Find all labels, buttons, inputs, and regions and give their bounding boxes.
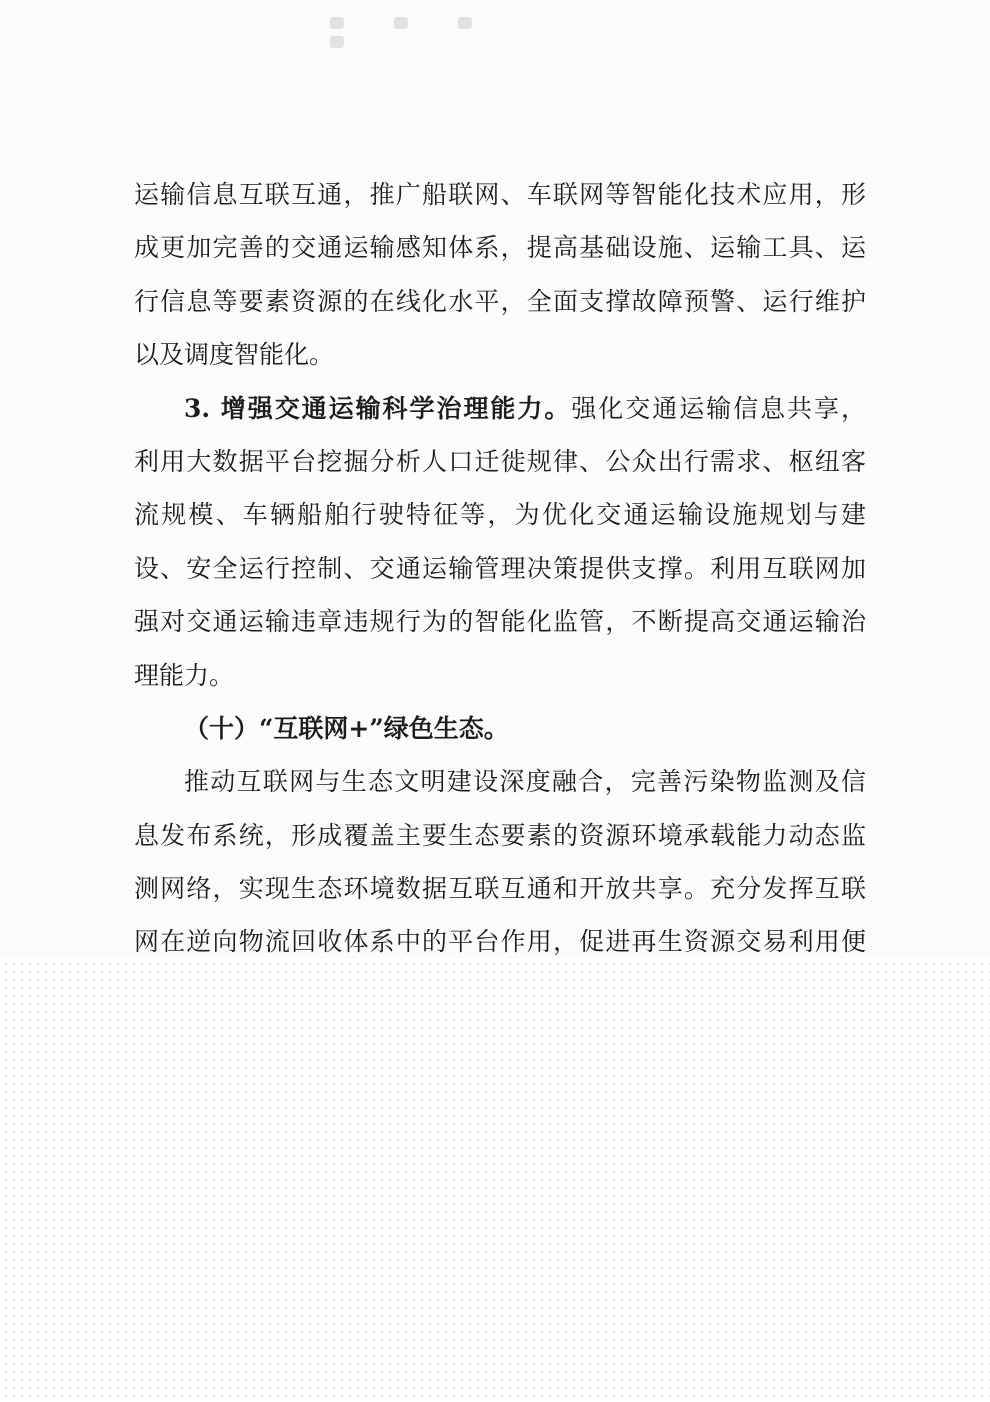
section-3-first-line (134, 382, 866, 435)
text-line: 成更加完善的交通运输感知体系，提高基础设施、运输工具、运 (134, 233, 866, 263)
text-line: 行信息等要素资源的在线化水平，全面支撑故障预警、运行维护 (134, 286, 866, 316)
text-line: 推动互联网与生态文明建设深度融合，完善污染物监测及信 (184, 767, 866, 797)
dotted-background (0, 958, 990, 1402)
text-line: 流规模、车辆船舶行驶特征等，为优化交通运输设施规划与建 (134, 500, 866, 530)
text-line: 运输信息互联互通，推广船联网、车联网等智能化技术应用，形 (134, 180, 866, 209)
text-line: 强对交通运输违章违规行为的智能化监管，不断提高交通运输治 (134, 607, 866, 637)
text-line: 网在逆向物流回收体系中的平台作用，促进再生资源交易利用便 (134, 927, 866, 957)
text-line: 息发布系统，形成覆盖主要生态要素的资源环境承载能力动态监 (134, 820, 866, 850)
text-line: 设、安全运行控制、交通运输管理决策提供支撑。利用互联网加 (134, 553, 866, 583)
text-line: 测网络，实现生态环境数据互联互通和开放共享。充分发挥互联 (134, 874, 866, 904)
section-3-heading: 3. 增强交通运输科学治理能力。 (184, 393, 572, 423)
text-line: 利用大数据平台挖掘分析人口迁徙规律、公众出行需求、枢纽客 (134, 446, 866, 476)
text-line: 理能力。 (134, 660, 235, 690)
section-3-text: 强化交通运输信息共享， (571, 393, 866, 423)
document-body (134, 168, 866, 1022)
text-line: 以及调度智能化。 (134, 340, 335, 370)
scan-mark (330, 14, 570, 32)
section-10-heading: （十）“互联网+”绿色生态。 (184, 713, 509, 743)
